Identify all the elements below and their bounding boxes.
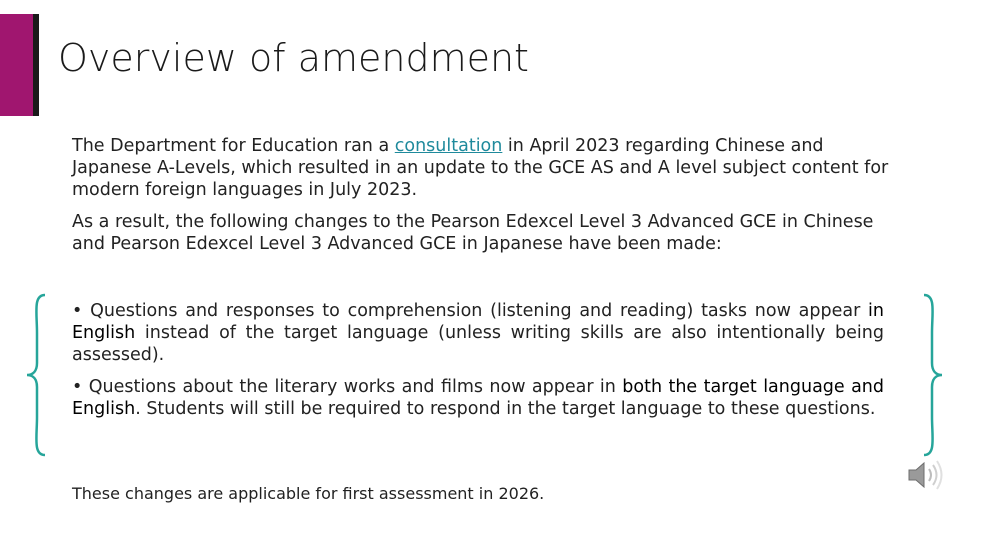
bullet-2-text: Questions about the literary works and films now appear in — [82, 377, 623, 397]
accent-bar — [0, 14, 33, 116]
bullet-2-emphasis: both the target language and English — [72, 377, 884, 419]
bullet-item-2 — [72, 376, 884, 420]
bullet-1-text-end: instead of the target language (unless writing skills are also intentionally being assessed). — [72, 323, 884, 365]
slide-title: Overview of amendment — [58, 36, 529, 80]
footer-note: These changes are applicable for first assessment in 2026. — [72, 484, 545, 503]
bullet-list — [72, 300, 884, 430]
intro-p1-after: in April 2023 regarding Chinese and Japanese A-Levels, which resulted in an update to the GCE AS and A level subject content for modern foreign languages in July 2023. — [72, 136, 889, 200]
accent-line — [33, 14, 39, 116]
bullet-2-text-end: . Students will still be required to respond in the target language to these questions. — [135, 399, 876, 419]
bullet-1-emphasis: in English — [72, 301, 884, 343]
left-brace — [25, 293, 49, 457]
right-brace — [920, 293, 944, 457]
intro-p1-before: The Department for Education ran a — [72, 136, 395, 156]
intro-text — [72, 135, 892, 265]
bullet-marker: • — [72, 301, 83, 321]
intro-paragraph-1 — [72, 135, 892, 201]
bullet-item-1 — [72, 300, 884, 366]
consultation-link[interactable]: consultation — [394, 136, 503, 156]
speaker-icon[interactable] — [905, 458, 945, 492]
intro-paragraph-2: As a result, the following changes to the Pearson Edexcel Level 3 Advanced GCE in Chinese and Pearson Edexcel Level 3 Advanced GCE in Japanese have been made: — [72, 212, 874, 254]
bullet-marker: • — [72, 377, 83, 397]
bullet-1-text: Questions and responses to comprehension (listening and reading) tasks now appear — [82, 301, 869, 321]
